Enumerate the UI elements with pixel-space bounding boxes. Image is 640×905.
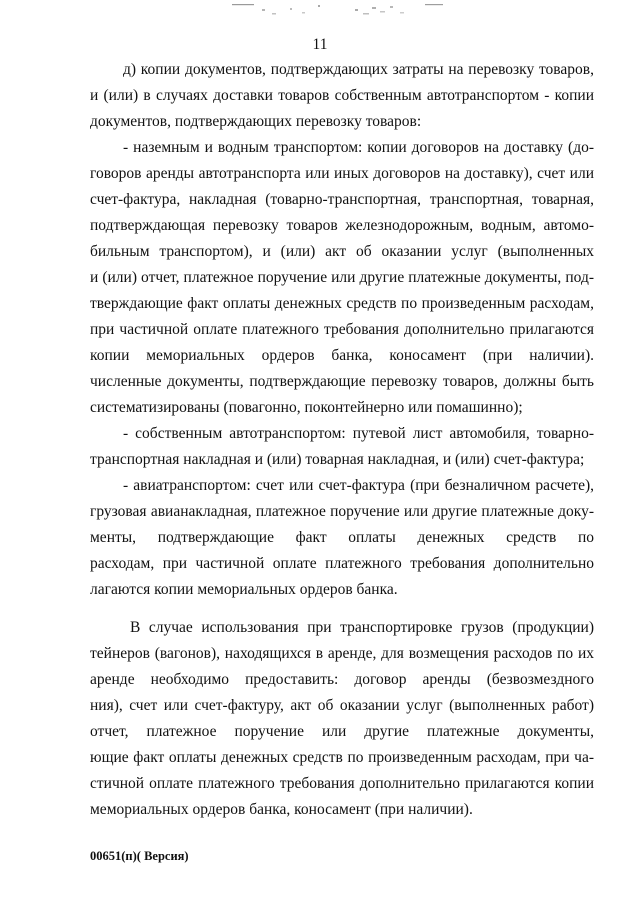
text-line: транспортная накладная и (или) товарная накладная, и (или) счет-фактура; bbox=[90, 451, 585, 468]
text-line: - наземным и водным транспортом: копии договоров на доставку (до- bbox=[123, 139, 594, 156]
text-line: менты, подтверждающие факт оплаты денежных средств по bbox=[90, 529, 594, 546]
text-line: стичной оплате платежного требования дополнительно прилагаются копии bbox=[90, 775, 594, 792]
text-line: ющие факт оплаты денежных средств по произведенным расходам, при ча- bbox=[90, 749, 594, 766]
document-body bbox=[90, 57, 594, 823]
text-line: мемориальных ордеров банка, коносамент (при наличии). bbox=[90, 801, 473, 818]
text-line: подтверждающая перевозку товаров железнодорожным, водным, автомо- bbox=[90, 217, 594, 234]
text-line: - авиатранспортом: счет или счет-фактура (при безналичном расчете), bbox=[123, 477, 594, 494]
text-line: аренде необходимо предоставить: договор аренды (безвозмездного bbox=[90, 671, 594, 688]
text-line: ния), счет или счет-фактуру, акт об оказании услуг (выполненных работ) bbox=[90, 697, 594, 714]
document-footer-code: 00651(п)( Версия) bbox=[90, 849, 189, 863]
text-line: говоров аренды автотранспорта или иных договоров на доставку), счет или bbox=[90, 165, 594, 182]
text-line: и (или) в случаях доставки товаров собственным автотранспортом - копии bbox=[90, 87, 594, 104]
text-line: и (или) отчет, платежное поручение или другие платежные документы, под- bbox=[90, 269, 594, 286]
text-line: отчет, платежное поручение или другие платежные документы, bbox=[90, 723, 594, 740]
text-line: д) копии документов, подтверждающих затраты на перевозку товаров, bbox=[123, 61, 594, 78]
text-line: В случае использования при транспортировке грузов (продукции) bbox=[130, 619, 594, 636]
scan-artifact bbox=[0, 0, 640, 22]
text-line: грузовая авианакладная, платежное поручение или другие платежные доку- bbox=[90, 503, 594, 520]
text-line: - собственным автотранспортом: путевой лист автомобиля, товарно- bbox=[123, 425, 594, 442]
text-line: численные документы, подтверждающие перевозку товаров, должны быть bbox=[90, 373, 594, 390]
text-line: систематизированы (повагонно, поконтейнерно или помашинно); bbox=[90, 399, 523, 416]
text-line: тейнеров (вагонов), находящихся в аренде, для возмещения расходов по их bbox=[90, 645, 594, 662]
text-line: лагаются копии мемориальных ордеров банка. bbox=[90, 581, 398, 598]
text-line: копии мемориальных ордеров банка, коносамент (при наличии). bbox=[90, 347, 594, 364]
text-line: расходам, при частичной оплате платежного требования дополнительно bbox=[90, 555, 594, 572]
page-number: 11 bbox=[312, 36, 328, 53]
text-line: тверждающие факт оплаты денежных средств по произведенным расходам, bbox=[90, 295, 594, 312]
paragraph-gap bbox=[90, 603, 594, 615]
text-line: счет-фактура, накладная (товарно-транспортная, транспортная, товарная, bbox=[90, 191, 594, 208]
text-line: бильным транспортом), и (или) акт об оказании услуг (выполненных bbox=[90, 243, 594, 260]
text-line: документов, подтверждающих перевозку товаров: bbox=[90, 113, 422, 130]
text-line: при частичной оплате платежного требования дополнительно прилагаются bbox=[90, 321, 594, 338]
